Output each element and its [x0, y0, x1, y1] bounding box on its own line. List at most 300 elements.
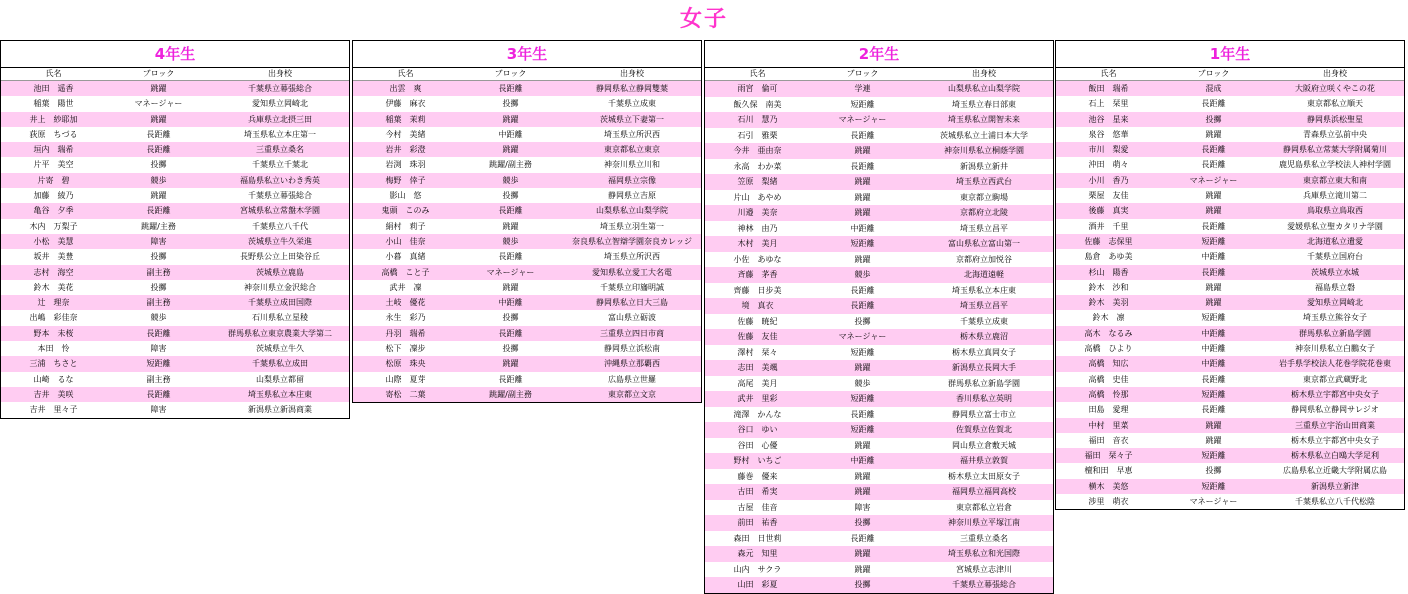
- table-row: [1, 219, 349, 234]
- school-cell: 香川県私立英明: [956, 394, 1012, 403]
- block-cell: 跳躍: [502, 282, 519, 292]
- table-row: [705, 345, 1053, 361]
- name-cell: 山崎 るな: [33, 374, 74, 384]
- block-cell: 長距離: [146, 145, 171, 155]
- school-cell: 東京都私立東京: [604, 145, 660, 155]
- table-row: [1056, 249, 1404, 264]
- table-row: [353, 157, 701, 172]
- name-cell: 野本 未桜: [33, 328, 74, 338]
- name-cell: 池田 遥香: [33, 84, 74, 93]
- block-cell: 長距離: [1201, 374, 1226, 384]
- name-cell: 武井 凜: [389, 282, 422, 292]
- block-cell: 障害: [150, 236, 167, 246]
- school-cell: 茨城県立鹿島: [256, 267, 304, 277]
- table-row: [705, 283, 1053, 299]
- grade-heading: 4年生: [1, 41, 349, 68]
- block-cell: 短距離: [1201, 389, 1226, 399]
- school-cell: 茨城県立牛久: [256, 344, 304, 354]
- school-cell: 長野県公立上田染谷丘: [240, 252, 320, 262]
- name-cell: 石川 慧乃: [737, 115, 778, 124]
- block-cell: マネージャー: [838, 332, 887, 341]
- school-cell: 埼玉県立西武台: [956, 177, 1012, 186]
- block-cell: 短距離: [850, 394, 875, 403]
- block-cell: 長距離: [498, 374, 523, 384]
- table-row: [1056, 280, 1404, 295]
- school-cell: 愛知県立岡崎北: [252, 99, 308, 109]
- block-cell: 副主務: [146, 374, 171, 384]
- block-cell: 投擲: [150, 252, 167, 262]
- block-cell: 長距離: [850, 533, 875, 543]
- school-cell: 栃木県立宇都宮中央女子: [1291, 389, 1379, 399]
- school-cell: 兵庫県立北摂三田: [248, 114, 312, 124]
- name-cell: 鈴木 沙和: [1088, 282, 1129, 292]
- school-cell: 佐賀県立佐賀北: [956, 425, 1012, 434]
- block-cell: 副主務: [146, 298, 171, 308]
- school-cell: 埼玉県私立開智未来: [948, 115, 1020, 124]
- name-cell: 福田 栞々子: [1084, 451, 1133, 461]
- school-cell: 埼玉県立昌平: [960, 223, 1008, 233]
- school-cell: 福岡県立福岡高校: [952, 487, 1016, 496]
- name-cell: 古田 希実: [737, 487, 778, 496]
- name-cell: 荻原 ちづる: [29, 129, 78, 139]
- name-cell: 岩渕 珠羽: [385, 160, 426, 170]
- school-cell: 静岡県立吉原: [608, 191, 656, 201]
- block-cell: 短距離: [1201, 451, 1226, 461]
- block-cell: マネージャー: [486, 267, 535, 277]
- name-cell: 川邉 美奈: [737, 208, 778, 217]
- table-row: [353, 81, 701, 96]
- table-row: [1056, 188, 1404, 203]
- block-cell: 跳躍: [854, 363, 871, 372]
- block-cell: 跳躍: [1205, 298, 1222, 308]
- block-cell: 短距離: [850, 425, 875, 434]
- column-header: ブロック: [494, 69, 527, 78]
- name-cell: 絹村 莉子: [385, 221, 426, 231]
- block-cell: 障害: [854, 502, 871, 512]
- block-cell: 跳躍: [1205, 420, 1222, 430]
- name-cell: 坂井 美豊: [33, 252, 74, 262]
- school-cell: 大阪府立咲くやこの花: [1295, 84, 1375, 93]
- table-row: [1056, 157, 1404, 172]
- school-cell: 栃木県立鹿沼: [960, 332, 1008, 341]
- school-cell: 茨城県私立土浦日本大学: [940, 130, 1028, 140]
- school-cell: 鳥取県立鳥取西: [1307, 206, 1363, 216]
- table-row: [353, 326, 701, 341]
- school-cell: 富山県立砺波: [608, 313, 656, 323]
- block-cell: 跳躍: [854, 549, 871, 558]
- table-row: [1, 157, 349, 172]
- table-row: [705, 128, 1053, 144]
- table-row: [1056, 479, 1404, 494]
- name-cell: 神林 由乃: [737, 223, 778, 233]
- name-cell: 永高 わか菜: [733, 161, 782, 171]
- table-row: [1056, 219, 1404, 234]
- table-row: [353, 249, 701, 264]
- name-cell: 吉井 里々子: [29, 405, 78, 415]
- school-cell: 鹿児島県私立学校法人神村学園: [1279, 160, 1391, 170]
- table-row: [1056, 326, 1404, 341]
- block-cell: マネージャー: [134, 99, 183, 109]
- block-cell: 競歩: [150, 313, 167, 323]
- block-cell: 跳躍: [854, 564, 871, 574]
- school-cell: 福島県立磐: [1315, 282, 1355, 292]
- name-cell: 小川 香乃: [1088, 175, 1129, 185]
- block-cell: 跳躍: [502, 359, 519, 369]
- block-cell: 長距離: [850, 301, 875, 310]
- name-cell: 伊藤 麻衣: [385, 99, 426, 109]
- name-cell: 片寄 碧: [37, 175, 70, 185]
- table-row: [705, 531, 1053, 547]
- table-row: [1056, 173, 1404, 188]
- name-cell: 佐藤 友佳: [737, 332, 778, 341]
- block-cell: 投擲: [502, 344, 519, 354]
- table-row: [1, 127, 349, 142]
- name-cell: 鈴木 凛: [1092, 313, 1125, 323]
- table-row: [705, 407, 1053, 423]
- block-cell: 短距離: [850, 239, 875, 248]
- school-cell: 三重県立四日市商: [600, 328, 664, 338]
- table-row: [1, 234, 349, 249]
- name-cell: 高橋 こと子: [381, 267, 430, 277]
- block-cell: 投擲: [1205, 466, 1222, 476]
- school-cell: 北海道私立遺愛: [1307, 236, 1363, 246]
- block-cell: マネージャー: [838, 115, 887, 124]
- name-cell: 佐藤 志保里: [1084, 236, 1133, 246]
- name-cell: 片平 美空: [33, 160, 74, 170]
- table-row: [353, 280, 701, 295]
- name-cell: 横木 美悠: [1088, 481, 1129, 491]
- school-cell: 神奈川県私立桐蔭学園: [944, 146, 1024, 155]
- block-cell: 短距離: [850, 347, 875, 357]
- name-cell: 森田 日世莉: [733, 533, 782, 543]
- name-cell: 今井 亜由奈: [733, 146, 782, 155]
- name-cell: 笠原 梨緒: [737, 177, 778, 186]
- name-cell: 武井 里彩: [737, 394, 778, 403]
- table-row: [1056, 387, 1404, 402]
- block-cell: 障害: [150, 344, 167, 354]
- table-row: [353, 188, 701, 203]
- name-cell: 谷田 心優: [737, 440, 778, 450]
- school-cell: 岩手県学校法人花巻学院花巻東: [1279, 359, 1391, 369]
- name-cell: 藤巻 優来: [737, 471, 778, 481]
- column-header: ブロック: [846, 69, 879, 78]
- block-cell: 跳躍: [854, 208, 871, 217]
- block-cell: 跳躍: [854, 440, 871, 450]
- school-cell: 静岡県立富士市立: [952, 409, 1016, 419]
- table-row: [705, 159, 1053, 175]
- table-row: [1, 295, 349, 310]
- block-cell: 長距離: [498, 328, 523, 338]
- table-row: [1, 203, 349, 218]
- table-row: [1056, 112, 1404, 127]
- table-row: [705, 469, 1053, 485]
- name-cell: 前田 祐香: [737, 518, 778, 527]
- name-cell: 鬼頭 このみ: [381, 206, 430, 216]
- name-cell: 谷口 ゆい: [737, 425, 778, 434]
- block-cell: 競歩: [502, 236, 519, 246]
- column-header: ブロック: [142, 69, 175, 78]
- name-cell: 小暮 真緒: [385, 252, 426, 262]
- table-row: [705, 143, 1053, 159]
- block-cell: 跳躍: [150, 84, 167, 93]
- name-cell: 片山 あやめ: [733, 192, 782, 202]
- block-cell: 競歩: [502, 175, 519, 185]
- table-row: [1056, 356, 1404, 371]
- grade-table-4: [0, 40, 350, 419]
- school-cell: 愛媛県私立聖カタリナ学園: [1287, 221, 1383, 231]
- table-row: [1056, 448, 1404, 463]
- school-cell: 新潟県立新津: [1311, 481, 1359, 491]
- table-row: [705, 252, 1053, 268]
- school-cell: 東京都立文京: [608, 389, 656, 399]
- block-cell: 短距離: [850, 99, 875, 109]
- column-header-row: [353, 68, 701, 81]
- column-header: 氏名: [45, 69, 62, 78]
- name-cell: 渉里 萌衣: [1088, 497, 1129, 507]
- column-header: 氏名: [397, 69, 414, 78]
- name-cell: 石上 栞里: [1088, 99, 1129, 109]
- block-cell: 長距離: [498, 84, 523, 93]
- school-cell: 愛知県私立愛工大名電: [592, 267, 672, 277]
- block-cell: 投擲: [502, 313, 519, 323]
- name-cell: 高尾 美月: [737, 378, 778, 388]
- block-cell: 跳躍: [854, 487, 871, 496]
- block-cell: 中距離: [850, 456, 875, 465]
- school-cell: 青森県立弘前中央: [1303, 129, 1367, 139]
- table-row: [353, 127, 701, 142]
- block-cell: 長距離: [498, 206, 523, 216]
- name-cell: 影山 悠: [389, 191, 422, 201]
- name-cell: 市川 梨愛: [1088, 145, 1129, 155]
- block-cell: 中距離: [498, 129, 523, 139]
- block-cell: 跳躍/主務: [141, 221, 176, 231]
- name-cell: 辻 理奈: [37, 298, 70, 308]
- table-row: [353, 173, 701, 188]
- block-cell: 長距離: [1201, 221, 1226, 231]
- name-cell: 寄松 二葉: [385, 389, 426, 399]
- table-row: [1056, 463, 1404, 478]
- block-cell: 跳躍: [1205, 206, 1222, 216]
- table-row: [705, 391, 1053, 407]
- column-header: 氏名: [749, 69, 766, 78]
- block-cell: 投擲: [854, 316, 871, 326]
- table-row: [705, 515, 1053, 531]
- school-cell: 千葉県立成東: [608, 99, 656, 109]
- school-cell: 三重県立桑名: [960, 533, 1008, 543]
- school-cell: 東京都立武蔵野北: [1303, 374, 1367, 384]
- table-row: [705, 484, 1053, 500]
- school-cell: 埼玉県立昌平: [960, 301, 1008, 310]
- name-cell: 今村 美緒: [385, 129, 426, 139]
- table-row: [705, 453, 1053, 469]
- school-cell: 千葉県私立成田: [252, 359, 308, 369]
- name-cell: 加藤 綾乃: [33, 191, 74, 201]
- name-cell: 野村 いちご: [733, 456, 782, 465]
- block-cell: 中距離: [498, 298, 523, 308]
- table-row: [705, 174, 1053, 190]
- name-cell: 本田 怜: [37, 344, 70, 354]
- table-row: [1056, 234, 1404, 249]
- name-cell: 小松 美慧: [33, 236, 74, 246]
- school-cell: 東京都私立岩倉: [956, 502, 1012, 512]
- block-cell: マネージャー: [1189, 175, 1238, 185]
- school-cell: 山梨県私立山梨学院: [596, 206, 668, 216]
- school-cell: 京都府立加悦谷: [956, 254, 1012, 264]
- name-cell: 亀谷 夕季: [33, 206, 74, 216]
- block-cell: 長距離: [1201, 267, 1226, 277]
- name-cell: 齊藤 日步美: [733, 285, 782, 295]
- school-cell: 茨城県立水城: [1311, 267, 1359, 277]
- block-cell: 長距離: [146, 206, 171, 216]
- block-cell: 中距離: [1201, 344, 1226, 354]
- table-row: [1056, 265, 1404, 280]
- block-cell: 混成: [1205, 84, 1222, 93]
- table-row: [1, 310, 349, 325]
- name-cell: 高橋 知広: [1088, 359, 1129, 369]
- name-cell: 志村 海空: [33, 267, 74, 277]
- name-cell: 泉谷 悠華: [1088, 129, 1129, 139]
- column-header: 出身校: [1323, 69, 1347, 78]
- school-cell: 神奈川県立平塚江南: [948, 518, 1020, 527]
- grade-heading: 1年生: [1056, 41, 1404, 68]
- table-row: [1056, 372, 1404, 387]
- name-cell: 垣内 瑞希: [33, 145, 74, 155]
- school-cell: 千葉県立成東: [960, 316, 1008, 326]
- grade-table-2: [704, 40, 1054, 594]
- block-cell: 中距離: [1201, 359, 1226, 369]
- school-cell: 静岡県私立日大三島: [596, 298, 668, 308]
- school-cell: 埼玉県立所沢西: [604, 129, 660, 139]
- name-cell: 稲葉 陽世: [33, 99, 74, 109]
- school-cell: 千葉県立国府台: [1307, 252, 1363, 262]
- table-row: [1056, 433, 1404, 448]
- block-cell: 投擲: [1205, 114, 1222, 124]
- table-row: [353, 265, 701, 280]
- block-cell: 長距離: [850, 130, 875, 140]
- school-cell: 埼玉県私立本庄東: [248, 389, 312, 399]
- table-row: [705, 438, 1053, 454]
- school-cell: 広島県立世羅: [608, 374, 656, 384]
- school-cell: 静岡県浜松聖星: [1307, 114, 1363, 124]
- school-cell: 神奈川県立川和: [604, 160, 660, 170]
- table-row: [705, 577, 1053, 593]
- grade-heading: 2年生: [705, 41, 1053, 68]
- name-cell: 出嶋 彩佳奈: [29, 313, 78, 323]
- table-row: [353, 203, 701, 218]
- block-cell: 跳躍: [1205, 129, 1222, 139]
- table-row: [705, 298, 1053, 314]
- page-title: 女子: [679, 7, 728, 32]
- table-row: [1056, 295, 1404, 310]
- school-cell: 栃木県立真岡女子: [952, 347, 1016, 357]
- school-cell: 群馬県私立新島学園: [1299, 328, 1371, 338]
- column-header: ブロック: [1197, 69, 1230, 78]
- table-row: [705, 112, 1053, 128]
- block-cell: 競歩: [150, 175, 167, 185]
- name-cell: 飯田 瑞希: [1088, 84, 1129, 93]
- block-cell: 跳躍: [854, 192, 871, 202]
- name-cell: 杉山 陽香: [1088, 267, 1129, 277]
- school-cell: 千葉県私立八千代松陰: [1295, 497, 1375, 507]
- block-cell: 障害: [150, 405, 167, 415]
- block-cell: 跳躍: [150, 191, 167, 201]
- table-row: [705, 205, 1053, 221]
- name-cell: 小佐 あゆな: [733, 254, 782, 264]
- name-cell: 佐藤 暁紀: [737, 316, 778, 326]
- name-cell: 滝澤 かんな: [733, 409, 782, 419]
- block-cell: 跳躍: [854, 177, 871, 186]
- table-row: [353, 295, 701, 310]
- block-cell: 投擲: [150, 160, 167, 170]
- name-cell: 土岐 優花: [385, 298, 426, 308]
- school-cell: 北海道遠軽: [964, 270, 1004, 279]
- block-cell: 長距離: [146, 389, 171, 399]
- table-row: [1, 81, 349, 96]
- school-cell: 千葉県立幕張総合: [952, 580, 1016, 589]
- block-cell: 跳躍: [1205, 435, 1222, 445]
- column-header-row: [1056, 68, 1404, 81]
- name-cell: 高木 なるみ: [1084, 328, 1133, 338]
- block-cell: 跳躍/副主務: [489, 160, 532, 170]
- school-cell: 宮城県私立常盤木学園: [240, 206, 320, 216]
- table-row: [705, 97, 1053, 113]
- table-row: [1, 173, 349, 188]
- name-cell: 梅野 倖子: [385, 175, 426, 185]
- school-cell: 山梨県立都留: [256, 374, 304, 384]
- school-cell: 埼玉県私立和光国際: [948, 549, 1020, 558]
- table-row: [1, 402, 349, 417]
- school-cell: 千葉県立成田国際: [248, 298, 312, 308]
- school-cell: 埼玉県私立本庄第一: [244, 129, 316, 139]
- table-row: [705, 81, 1053, 97]
- name-cell: 丹羽 瑞希: [385, 328, 426, 338]
- name-cell: 山際 夏芽: [385, 374, 426, 384]
- table-row: [353, 112, 701, 127]
- grade-heading: 3年生: [353, 41, 701, 68]
- name-cell: 吉井 美咲: [33, 389, 74, 399]
- block-cell: 投擲: [854, 580, 871, 589]
- school-cell: 三重県立桑名: [256, 145, 304, 155]
- school-cell: 栃木県立太田原女子: [948, 471, 1020, 481]
- table-row: [353, 142, 701, 157]
- school-cell: 福岡県立宗像: [608, 175, 656, 185]
- name-cell: 田島 愛理: [1088, 405, 1129, 415]
- table-row: [705, 546, 1053, 562]
- school-cell: 埼玉県立羽生第一: [600, 221, 664, 231]
- school-cell: 石川県私立星稜: [252, 313, 308, 323]
- name-cell: 松原 珠央: [385, 359, 426, 369]
- table-row: [1056, 494, 1404, 509]
- name-cell: 栗屋 友佳: [1088, 191, 1129, 201]
- block-cell: 中距離: [850, 223, 875, 233]
- name-cell: 井上 紗耶加: [29, 114, 78, 124]
- school-cell: 埼玉県立春日部東: [952, 99, 1016, 109]
- name-cell: 飯久保 南美: [733, 99, 782, 109]
- block-cell: 跳躍: [854, 254, 871, 264]
- table-row: [353, 372, 701, 387]
- table-row: [705, 236, 1053, 252]
- name-cell: 山田 彩夏: [737, 580, 778, 589]
- name-cell: 福田 音衣: [1088, 435, 1129, 445]
- name-cell: 木内 万梨子: [29, 221, 78, 231]
- table-row: [1, 387, 349, 402]
- school-cell: 沖縄県立那覇西: [604, 359, 660, 369]
- block-cell: 跳躍: [502, 114, 519, 124]
- name-cell: 木村 美月: [737, 239, 778, 248]
- block-cell: 短距離: [1201, 481, 1226, 491]
- column-header: 氏名: [1100, 69, 1117, 78]
- school-cell: 新潟県立新井: [960, 161, 1008, 171]
